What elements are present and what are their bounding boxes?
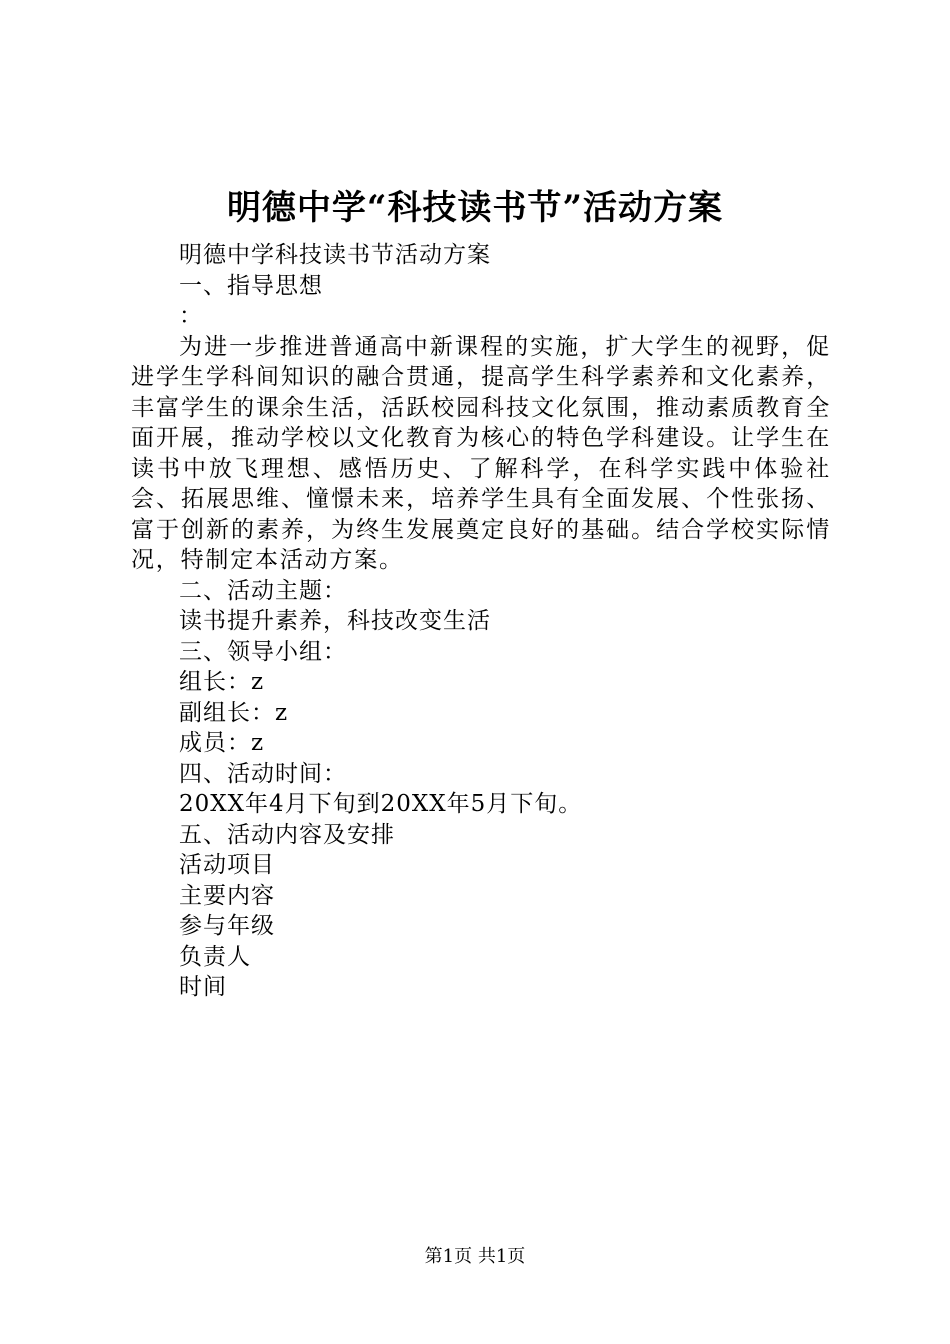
section-colon: ：	[179, 303, 203, 329]
table-header-activity-item: 活动项目	[179, 852, 275, 878]
leader-line: 组长：z	[179, 669, 265, 695]
table-header-main-content: 主要内容	[179, 882, 275, 909]
section-heading-leadership-group: 三、领导小组：	[179, 638, 347, 665]
section-heading-activity-theme: 二、活动主题：	[179, 577, 347, 604]
section-heading-guiding-ideology: 一、指导思想	[179, 272, 323, 299]
activity-time-text: 20XX年4月下旬到20XX年5月下旬。	[179, 791, 583, 817]
guiding-ideology-paragraph: 为进一步推进普通高中新课程的实施，扩大学生的视野，促进学生学科间知识的融合贯通，提高学生科学素养和文化素养，丰富学生的课余生活，活跃校园科技文化氛围，推动素质教育全面开展，推动学校以文化教育为核心的特色学科建设。让学生在读书中放飞理想、感悟历史、了解科学，在科学实践中体验社会、拓展思维、憧憬未来，培养学生具有全面发展、个性张扬、富于创新的素养，为终生发展奠定良好的基础。结合学校实际情况，特制定本活动方案。	[131, 333, 831, 573]
table-header-grade: 参与年级	[179, 913, 275, 939]
members-line: 成员：z	[179, 730, 265, 756]
table-header-person-in-charge: 负责人	[179, 943, 251, 970]
vice-leader-line: 副组长：z	[179, 699, 289, 726]
activity-theme-text: 读书提升素养，科技改变生活	[179, 608, 491, 634]
document-subtitle: 明德中学科技读书节活动方案	[179, 242, 491, 268]
document-title: 明德中学“科技读书节”活动方案	[226, 188, 724, 228]
page-footer: 第1页 共1页	[424, 1246, 526, 1267]
section-heading-activity-time: 四、活动时间：	[179, 760, 347, 787]
table-header-time: 时间	[179, 974, 227, 1000]
section-heading-activity-content: 五、活动内容及安排	[179, 821, 395, 848]
document-body	[131, 240, 831, 1003]
